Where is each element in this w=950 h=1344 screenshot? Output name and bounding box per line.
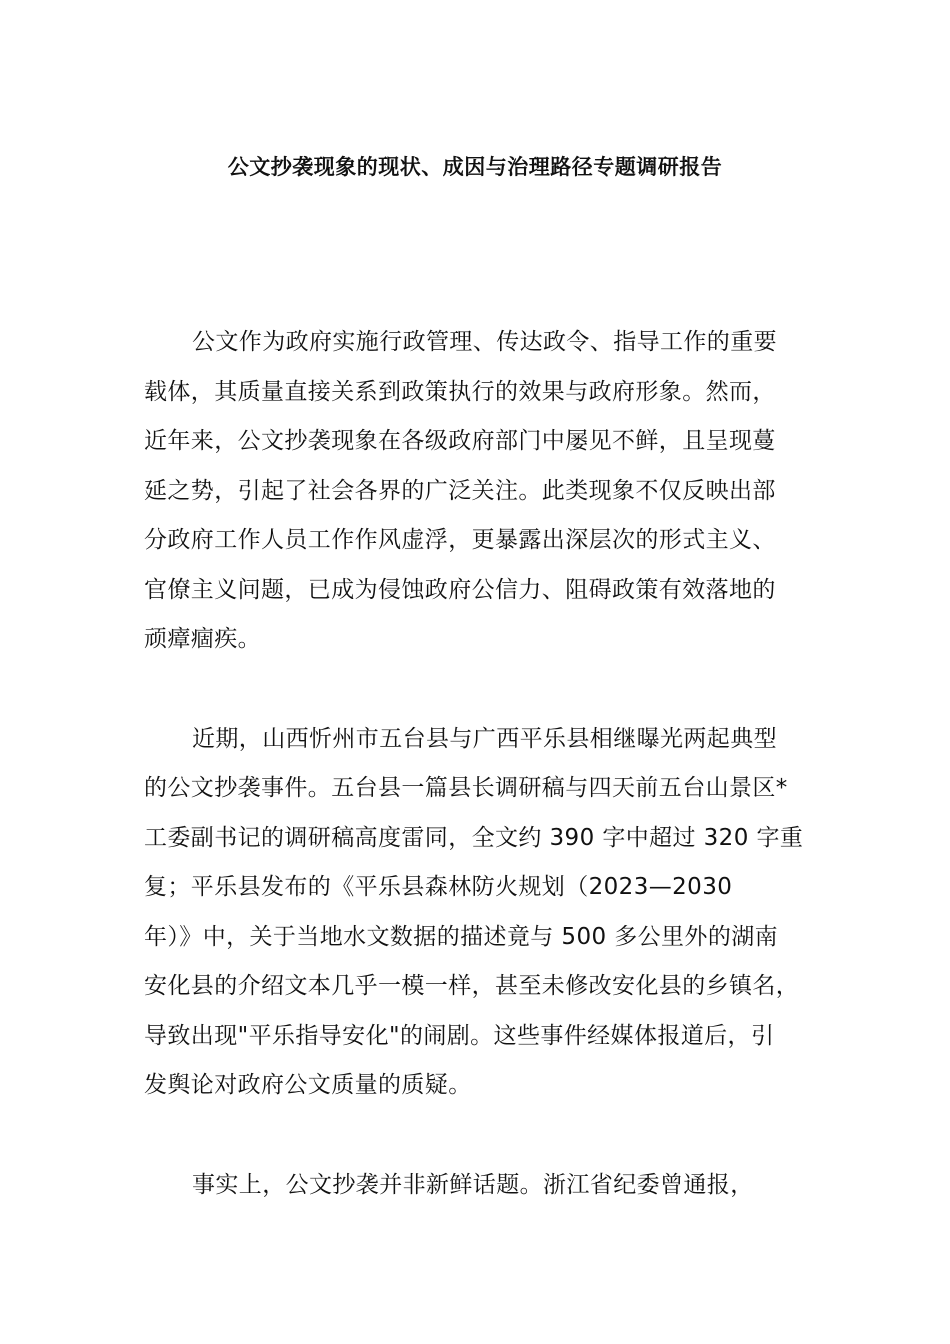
paragraph-line: 近期，山西忻州市五台县与广西平乐县相继曝光两起典型 [192, 725, 777, 752]
paragraph-line: 导致出现"平乐指导安化"的闹剧。这些事件经媒体报道后，引 [144, 1022, 775, 1049]
paragraph-line: 载体，其质量直接关系到政策执行的效果与政府形象。然而， [144, 378, 776, 405]
paragraph-line: 官僚主义问题，已成为侵蚀政府公信力、阻碍政策有效落地的 [144, 576, 776, 603]
document-body [144, 318, 809, 1260]
paragraph-line: 近年来，公文抄袭现象在各级政府部门中屡见不鲜，且呈现蔓 [144, 428, 776, 454]
paragraph-line: 公文作为政府实施行政管理、传达政令、指导工作的重要 [192, 329, 777, 355]
paragraph-line: 年）》中，关于当地水文数据的描述竟与 500 多公里外的湖南 [144, 923, 779, 950]
paragraph-line: 延之势，引起了社会各界的广泛关注。此类现象不仅反映出部 [144, 477, 776, 504]
paragraph-3 [144, 1161, 809, 1211]
paragraph-line: 的公文抄袭事件。五台县一篇县长调研稿与四天前五台山景区* [144, 775, 788, 801]
paragraph-line: 发舆论对政府公文质量的质疑。 [144, 1072, 472, 1098]
paragraph-2 [144, 715, 809, 1111]
paragraph-1 [144, 318, 809, 665]
paragraph-line: 工委副书记的调研稿高度雷同，全文约 390 字中超过 320 字重 [144, 824, 804, 851]
paragraph-line: 顽瘴痼疾。 [144, 626, 261, 652]
paragraph-line: 复；平乐县发布的《平乐县森林防火规划（2023—2030 [144, 874, 733, 900]
document-title: 公文抄袭现象的现状、成因与治理路径专题调研报告 [227, 155, 723, 179]
paragraph-line: 安化县的介绍文本几乎一模一样，甚至未修改安化县的乡镇名， [144, 973, 800, 999]
paragraph-line: 分政府工作人员工作作风虚浮，更暴露出深层次的形式主义、 [144, 527, 776, 553]
paragraph-line: 事实上，公文抄袭并非新鲜话题。浙江省纪委曾通报， [192, 1171, 754, 1198]
